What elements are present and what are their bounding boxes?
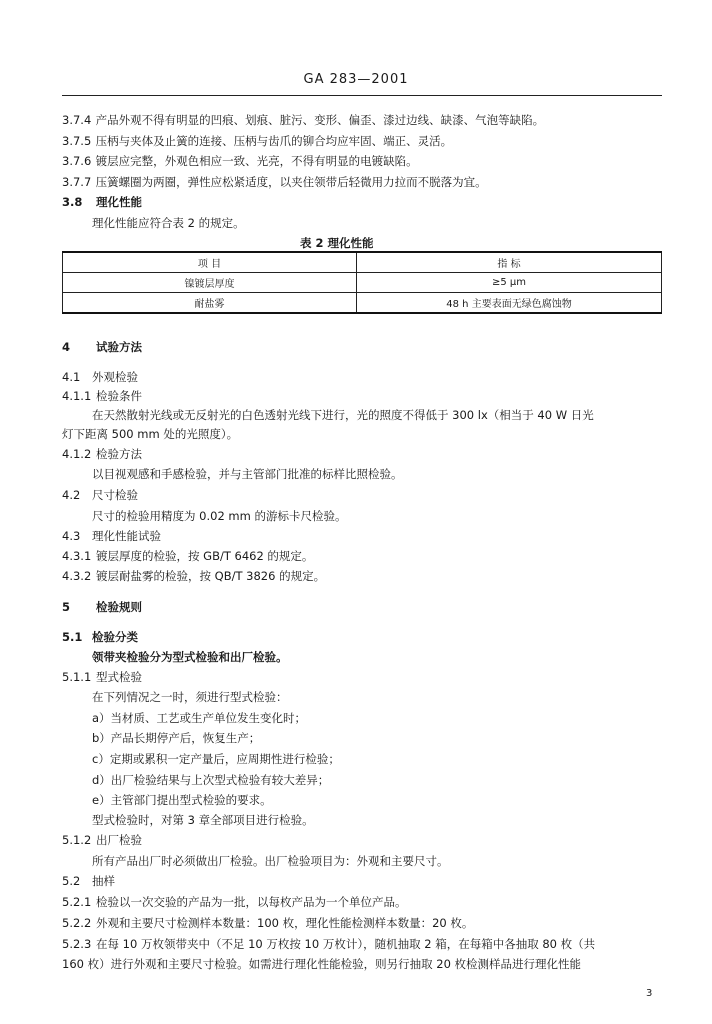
clause-3-7-6: 3.7.6 镀层应完整，外观色相应一致、光亮，不得有明显的电镀缺陷。: [62, 154, 418, 168]
paragraph-line: 型式检验时，对第 3 章全部项目进行检验。: [92, 813, 314, 827]
paragraph-line: 以目视观感和手感检验，并与主管部门批准的标样比照检验。: [92, 467, 403, 481]
table-row: [63, 293, 662, 314]
standard-code-header: GA 283—2001: [303, 72, 409, 87]
section-4-heading: 4 试验方法: [62, 340, 143, 354]
clause-3-7-4: 3.7.4 产品外观不得有明显的凹痕、划痕、脏污、变形、偏歪、漆过边线、缺漆、气泡等缺陷。: [62, 113, 545, 127]
paragraph-line: 在下列情况之一时，须进行型式检验：: [92, 690, 288, 704]
clause-4-1-2: 4.1.2 检验方法: [62, 447, 142, 461]
table-row: [63, 273, 662, 293]
clause-5-2-1: 5.2.1 检验以一次交验的产品为一批，以每枚产品为一个单位产品。: [62, 895, 407, 909]
clause-5-1: 5.1 检验分类: [62, 630, 138, 644]
table-cell: 耐盐雾: [63, 293, 357, 314]
clause-4-3-2: 4.3.2 镀层耐盐雾的检验，按 QB/T 3826 的规定。: [62, 569, 326, 583]
paragraph-line: 尺寸的检验用精度为 0.02 mm 的游标卡尺检验。: [92, 509, 347, 523]
clause-4-1-1: 4.1.1 检验条件: [62, 389, 142, 403]
section-3-8-heading: 3.8 理化性能: [62, 195, 143, 209]
clause-3-7-7: 3.7.7 压簧螺圈为两圈，弹性应松紧适度，以夹住领带后轻微用力拉而不脱落为宜。: [62, 175, 487, 189]
clause-5-2: 5.2 抽样: [62, 874, 115, 888]
header-rule: [62, 95, 662, 96]
table-cell: ≥5 μm: [357, 273, 662, 293]
list-item: b）产品长期停产后，恢复生产；: [92, 731, 261, 745]
paragraph-line: 所有产品出厂时必须做出厂检验。出厂检验项目为：外观和主要尺寸。: [92, 854, 449, 868]
section-5-heading: 5 检验规则: [62, 600, 143, 614]
paragraph-line: 领带夹检验分为型式检验和出厂检验。: [92, 650, 288, 664]
table-2: [62, 251, 662, 314]
table-header-row: [63, 252, 662, 273]
paragraph-line: 160 枚）进行外观和主要尺寸检验。如需进行理化性能检验，则另行抽取 20 枚检测样品进行理化性能: [62, 957, 582, 971]
clause-4-2: 4.2 尺寸检验: [62, 488, 138, 502]
list-item: e）主管部门提出型式检验的要求。: [92, 793, 272, 807]
table-2-caption: 表 2 理化性能: [300, 236, 374, 250]
table-cell: 48 h 主要表面无绿色腐蚀物: [357, 293, 662, 314]
clause-4-3: 4.3 理化性能试验: [62, 529, 161, 543]
list-item: c）定期或累积一定产量后，应周期性进行检验；: [92, 752, 340, 766]
clause-5-2-2: 5.2.2 外观和主要尺寸检测样本数量：100 枚，理化性能检测样本数量：20 枚。: [62, 916, 474, 930]
table-header-spec: 指 标: [357, 252, 662, 273]
clause-5-2-3: 5.2.3 在每 10 万枚领带夹中（不足 10 万枚按 10 万枚计），随机抽取 2 箱，在每箱中各抽取 80 枚（共: [62, 937, 596, 951]
table-header-item: 项 目: [63, 252, 357, 273]
list-item: a）当材质、工艺或生产单位发生变化时；: [92, 711, 307, 725]
table-cell: 镍镀层厚度: [63, 273, 357, 293]
section-3-8-text: 理化性能应符合表 2 的规定。: [92, 216, 245, 230]
page-number: 3: [646, 988, 653, 999]
clause-3-7-5: 3.7.5 压柄与夹体及止簧的连接、压柄与齿爪的铆合均应牢固、端正、灵活。: [62, 134, 453, 148]
clause-4-1: 4.1 外观检验: [62, 370, 138, 384]
clause-5-1-1: 5.1.1 型式检验: [62, 670, 142, 684]
list-item: d）出厂检验结果与上次型式检验有较大差异；: [92, 773, 330, 787]
clause-5-1-2: 5.1.2 出厂检验: [62, 833, 142, 847]
paragraph-line: 灯下距离 500 mm 处的光照度）。: [62, 427, 239, 441]
clause-4-3-1: 4.3.1 镀层厚度的检验，按 GB/T 6462 的规定。: [62, 549, 314, 563]
paragraph-line: 在天然散射光线或无反射光的白色透射光线下进行，光的照度不得低于 300 lx（相当于 40 W 日光: [92, 408, 594, 422]
